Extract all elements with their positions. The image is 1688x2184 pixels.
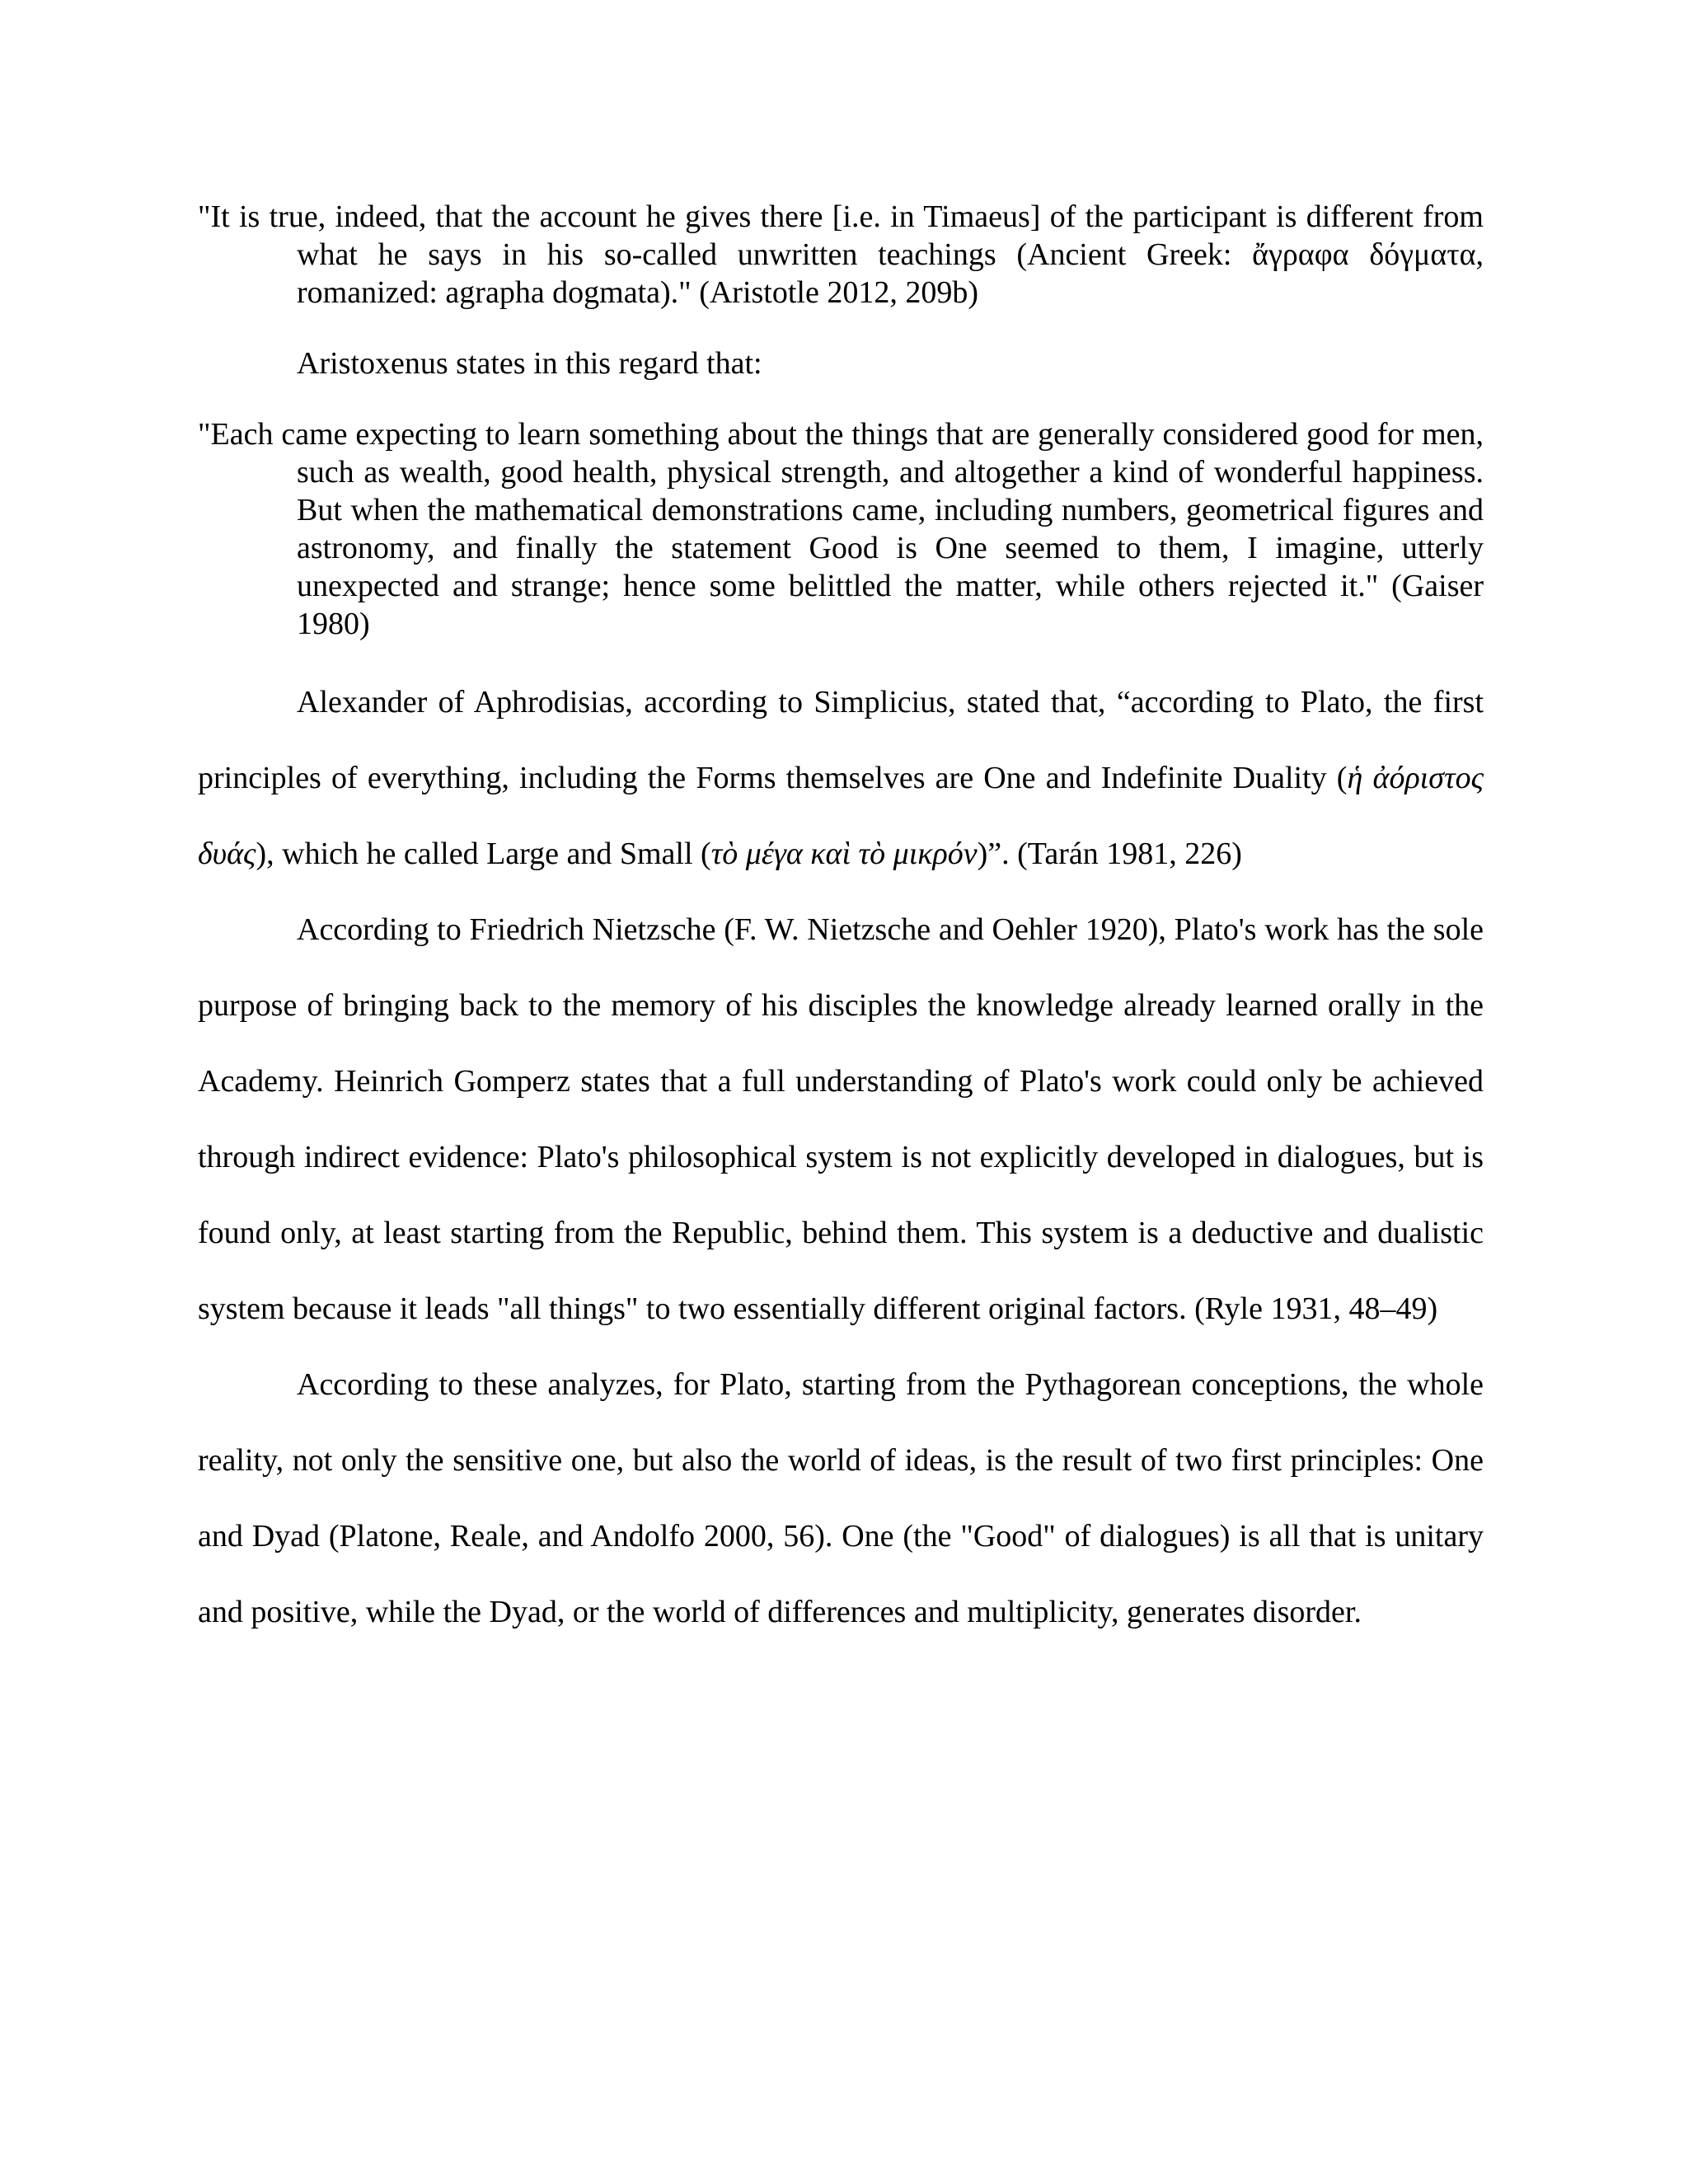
paragraph-text: ), which he called Large and Small ( [256, 837, 711, 871]
paragraph-nietzsche-gomperz [198, 892, 1484, 1347]
paragraph-text: Alexander of Aphrodisias, according to Simplicius, stated that, “according to Plato, the first principles of everything, including the Forms themselves are One and Indefinite Duality ( [198, 685, 1484, 795]
greek-term-large-and-small: τὸ μέγα καὶ τὸ μικρόν [710, 837, 978, 871]
paragraph-text: Aristoxenus states in this regard that: [297, 346, 762, 381]
document-page [198, 198, 1484, 1650]
paragraph-text: )”. (Tarán 1981, 226) [977, 837, 1242, 871]
paragraph-text: According to Friedrich Nietzsche (F. W. Nietzsche and Oehler 1920), Plato's work has the sole purpose of bringing back to the memory of his disciples the knowledge already learned orally in the Academy. Heinrich Gomperz states that a full understanding of Plato's work could only be achieved through indirect evidence: Plato's philosophical system is not explicitly developed in dialogues, but is found only, at least starting from the Republic, behind them. This system is a deductive and dualistic system because it leads "all things" to two essentially different original factors. (Ryle 1931, 48–49) [198, 912, 1484, 1326]
block-quote-gaiser [198, 415, 1484, 643]
paragraph-text: According to these analyzes, for Plato, starting from the Pythagorean conceptions, the whole reality, not only the sensitive one, but also the world of ideas, is the result of two first principles: One and Dyad (Platone, Reale, and Andolfo 2000, 56). One (the "Good" of dialogues) is all that is unitary and positive, while the Dyad, or the world of differences and multiplicity, generates disorder. [198, 1367, 1484, 1629]
paragraph-alexander [198, 664, 1484, 892]
quote-text: "Each came expecting to learn something about the things that are generally considered good for men, such as wealth, good health, physical strength, and altogether a kind of wonderful happiness. But when the mathematical demonstrations came, including numbers, geometrical figures and astronomy, and finally the statement Good is One seemed to them, I imagine, utterly unexpected and strange; hence some belittled the matter, while others rejected it." (Gaiser 1980) [198, 417, 1484, 641]
paragraph-one-and-dyad [198, 1347, 1484, 1650]
paragraph-aristoxenus-intro [198, 344, 1484, 382]
block-quote-aristotle [198, 198, 1484, 312]
greek-term-indefinite-duality: ἡ ἀόριστος δυάς [198, 761, 1484, 871]
quote-text: "It is true, indeed, that the account he gives there [i.e. in Timaeus] of the participant is different from what he says in his so-called unwritten teachings (Ancient Greek: ἄγραφα δόγματα, romanized: agrapha dogmata)." (Aristotle 2012, 209b) [198, 199, 1484, 310]
